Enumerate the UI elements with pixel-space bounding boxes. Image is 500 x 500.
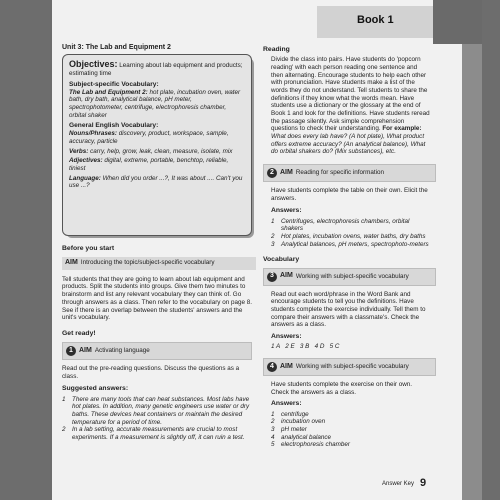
- aim-3-paragraph: Read out each word/phrase in the Word Bank and encourage students to tell you the definitions. Have students complete the exercise individually. Tell them to compare their answers with a classmate's. Check the answers as a class.: [271, 290, 426, 329]
- aim-1-text: Activating language: [94, 347, 150, 355]
- aim-1-paragraph: Read out the pre-reading questions. Discuss the questions as a class.: [62, 365, 240, 380]
- nouns-label: Nouns/Phrases:: [69, 130, 117, 138]
- aim-4-text: Working with subject-specific vocabulary: [295, 363, 409, 371]
- unit-title: Unit 3: The Lab and Equipment 2: [62, 44, 171, 51]
- answers-3-line: 1 A 2 E 3 B 4 D 5 C: [271, 343, 340, 351]
- list-item: 2 Hot plates, incubation ovens, water baths, dry baths: [271, 232, 426, 240]
- right-column: [263, 46, 431, 449]
- example-text: What does every lab have? (A hot plate), What product offers extreme accuracy? (An analytical balance), What do orbital shakers do? (Mix substances), etc.: [271, 133, 426, 156]
- aim-2-number: 2: [267, 168, 277, 178]
- example-label: For example:: [382, 125, 422, 133]
- left-column: [62, 245, 254, 442]
- objectives-box: [62, 54, 252, 236]
- objectives-text: Learning about lab equipment and products; estimating time: [69, 62, 243, 77]
- adj-text: digital, extreme, portable, benchtop, reliable, tiniest: [69, 157, 229, 173]
- lab-eq-label: The Lab and Equipment 2:: [69, 88, 148, 96]
- lab-eq-text: hot plate, incubation oven, water bath, dry bath, analytical balance, pH meter, spectrophotometer, centrifuge, electrophoresis chamber, orbital shaker: [69, 88, 241, 119]
- aim-3-number: 3: [267, 272, 277, 282]
- list-item: 2 incubation oven: [271, 418, 326, 426]
- list-item: 1 Centrifuges, electrophoresis chambers, orbital shakers: [271, 217, 410, 233]
- list-item: 2 In a lab setting, accurate measurements are crucial to most experiments. If a measurement is slightly off, it can ruin a test.: [62, 426, 245, 442]
- list-item: 1 centrifuge: [271, 410, 309, 418]
- aim-2-bar: [263, 164, 436, 182]
- aim-label: AIM: [280, 362, 293, 370]
- aim-1-bar: [62, 342, 252, 360]
- general-vocab-heading: General English Vocabulary:: [69, 122, 159, 130]
- answers-heading: Answers:: [271, 332, 302, 340]
- aim-2-text: Reading for specific information: [295, 169, 385, 177]
- before-heading: Before you start: [62, 245, 115, 252]
- aim-4-number: 4: [267, 362, 277, 372]
- answers-2-list: [263, 218, 431, 249]
- suggested-heading: Suggested answers:: [62, 385, 129, 393]
- objectives-heading: Objectives:: [69, 59, 118, 69]
- subject-vocab-heading: Subject-specific Vocabulary:: [69, 80, 159, 88]
- list-item: 1 There are many tools that can heat substances. Most labs have hot plates. In addition, many genetic engineers use water or dry baths. These devices heat containers or maintain the desired temperature for a period of time.: [62, 395, 250, 426]
- before-paragraph: Tell students that they are going to learn about lab equipment and products. Split the students into groups. Give them two minutes to brainstorm and list any relevant vocabulary they can think of. Go through answers as a class. Then refer to the vocabulary on page 8. See if there is an overlap between the students' answers and the unit's vocabulary.: [62, 275, 252, 322]
- footer-label: Answer Key: [382, 481, 415, 487]
- aim-intro-text: Introducing the topic/subject-specific vocabulary: [80, 259, 215, 267]
- aim-label: AIM: [280, 168, 293, 176]
- aim-4-paragraph: Have students complete the exercise on their own. Check the answers as a class.: [271, 380, 413, 396]
- book-tab: [317, 6, 433, 38]
- reading-paragraph: Divide the class into pairs. Have students do 'popcorn reading' with each person reading one sentence and then alternating. Encourage students to help each other with pronunciation. Have students make a list of the words they do not understand. Tell students to share the definitions if they know what the words mean. Have students use a dictionary or the glossary at the end of Book 1 and look for the definitions. Have students reread the passage silently. Ask simple comprehension questions to check their understanding.: [271, 56, 430, 133]
- page-number: 9: [420, 477, 427, 489]
- list-item: 5 electrophoresis chamber: [271, 441, 350, 449]
- language-label: Language:: [69, 174, 101, 182]
- aim-4-bar: [263, 358, 436, 376]
- aim-intro-bar: [62, 257, 256, 270]
- aim-3-text: Working with subject-specific vocabulary: [295, 272, 409, 280]
- aim-2-paragraph: Have students complete the table on their own. Elicit the answers.: [271, 187, 428, 202]
- verbs-label: Verbs:: [69, 147, 89, 155]
- aim-1-number: 1: [66, 346, 76, 356]
- answers-heading: Answers:: [271, 207, 302, 215]
- aim-3-bar: [263, 268, 436, 286]
- page-edge-band: [462, 44, 482, 500]
- aim-label: AIM: [65, 259, 78, 267]
- list-item: 3 pH meter: [271, 425, 307, 433]
- aim-label: AIM: [280, 272, 293, 280]
- header-band: [433, 0, 482, 44]
- book-label: Book 1: [357, 14, 394, 26]
- vocabulary-heading: Vocabulary: [263, 256, 300, 264]
- answers-4-list: [263, 411, 431, 449]
- nouns-text: discovery, product, workspace, sample, accuracy, particle: [69, 130, 229, 146]
- adj-label: Adjectives:: [69, 157, 103, 165]
- page: [52, 0, 482, 500]
- list-item: 3 Analytical balances, pH meters, spectrophoto-meters: [271, 240, 429, 248]
- list-item: 4 analytical balance: [271, 433, 332, 441]
- aim-label: AIM: [79, 346, 92, 354]
- language-text: When did you order ...?, It was about .... Can't you use ...?: [69, 174, 243, 190]
- get-ready-heading: Get ready!: [62, 329, 96, 337]
- reading-heading: Reading: [263, 46, 290, 53]
- answers-heading: Answers:: [271, 400, 302, 408]
- verbs-text: carry, help, grow, leak, clean, measure, isolate, mix: [90, 147, 233, 155]
- suggested-list: [62, 396, 254, 442]
